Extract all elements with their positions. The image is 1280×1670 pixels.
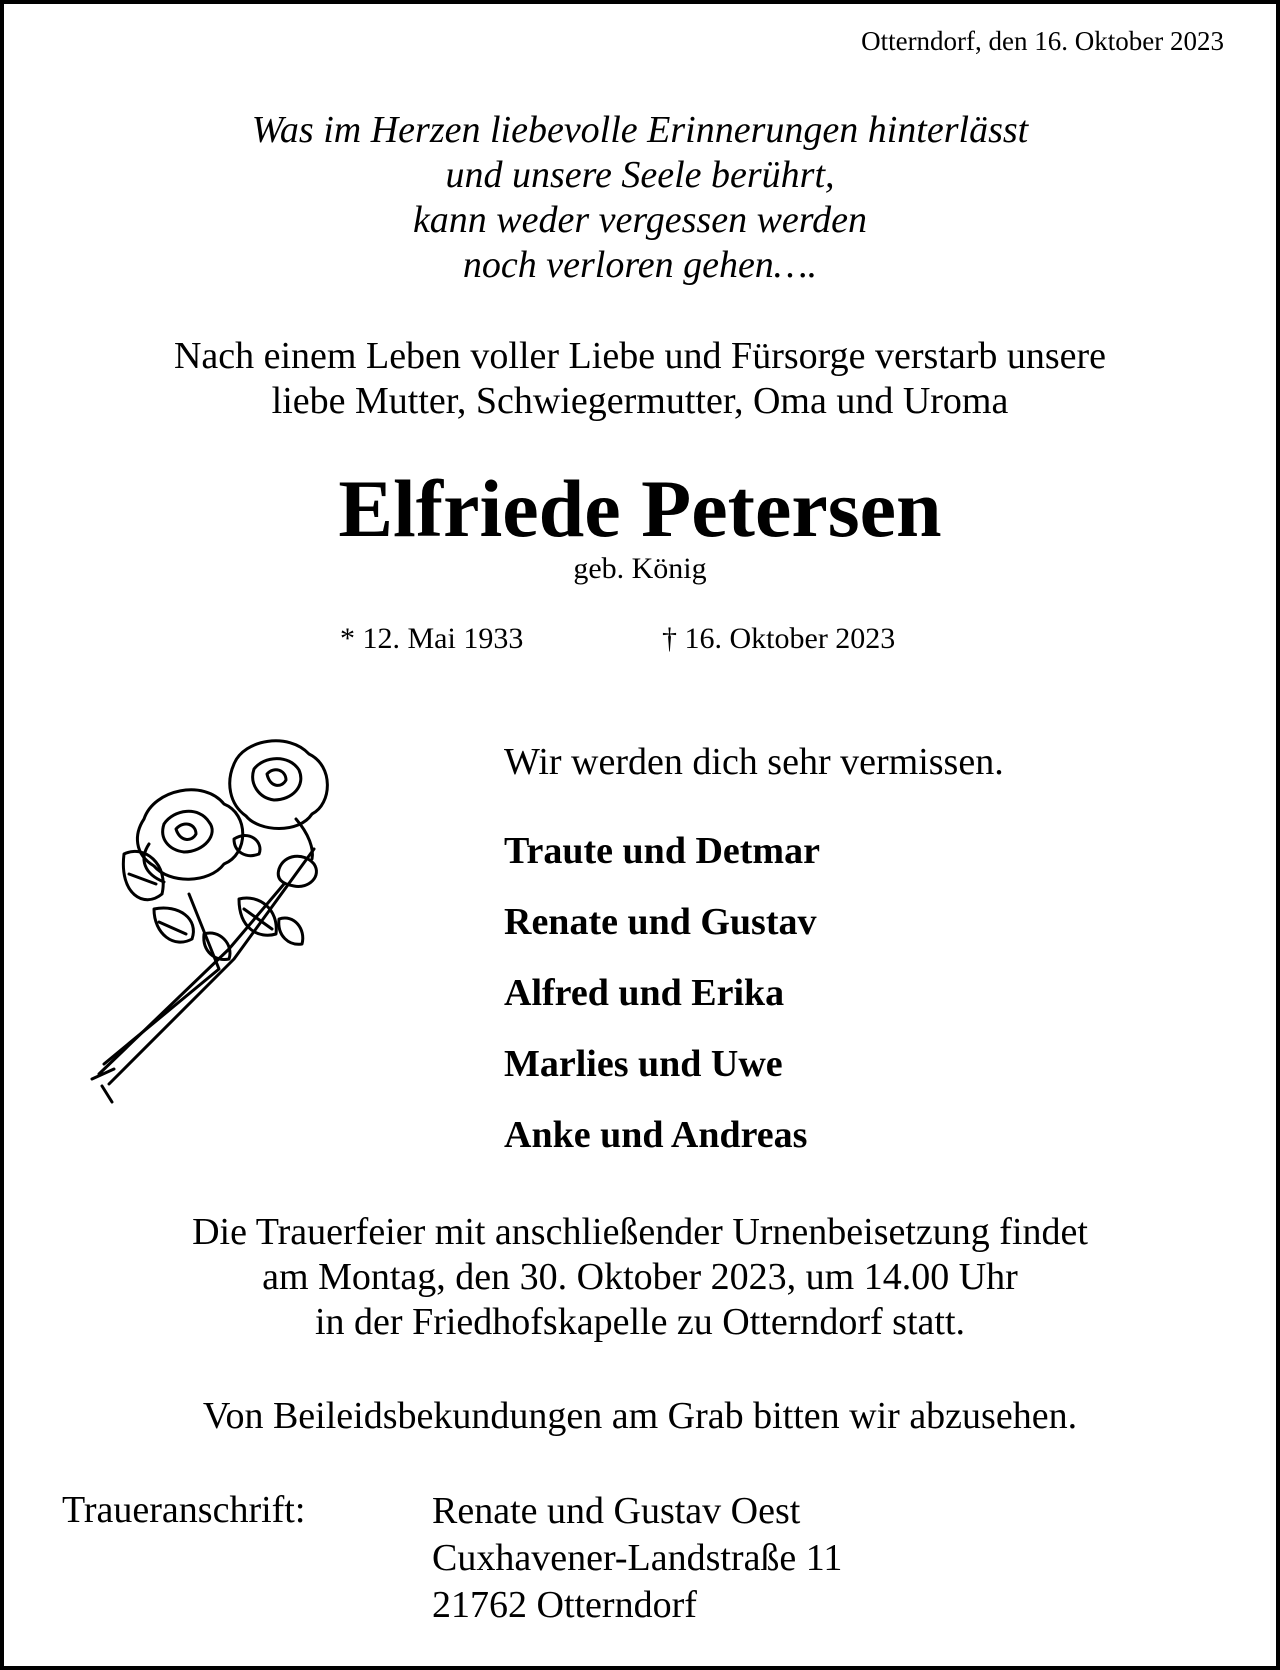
rose-icon: [84, 734, 384, 1139]
intro-line: Nach einem Leben voller Liebe und Fürsorge verstarb unsere: [173, 335, 1107, 377]
mourner-name: Traute und Detmar: [504, 830, 820, 872]
place-date: Otterndorf, den 16. Oktober 2023: [861, 26, 1224, 56]
mourner-name: Alfred und Erika: [504, 972, 785, 1014]
funeral-service-info: [4, 1210, 1276, 1345]
death-date: † 16. Oktober 2023: [662, 622, 896, 655]
address-line: Cuxhavener-Landstraße 11: [432, 1537, 843, 1579]
address-label: Traueranschrift:: [62, 1489, 306, 1531]
birth-date: * 12. Mai 1933: [340, 622, 524, 655]
poem-line: kann weder vergessen werden: [412, 199, 868, 241]
condolence-note: Von Beileidsbekundungen am Grab bitten wir abzusehen.: [202, 1395, 1078, 1437]
service-line: Die Trauerfeier mit anschließender Urnenbeisetzung findet: [192, 1211, 1088, 1253]
poem-line: noch verloren gehen….: [462, 244, 818, 286]
service-line: in der Friedhofskapelle zu Otterndorf statt.: [314, 1301, 966, 1343]
intro-text: [4, 334, 1276, 424]
poem-quote: [4, 108, 1276, 288]
birth-name: geb. König: [573, 552, 707, 585]
mourner-name: Marlies und Uwe: [504, 1043, 783, 1085]
poem-line: und unsere Seele berührt,: [445, 154, 835, 196]
address-line: 21762 Otterndorf: [432, 1584, 697, 1626]
mourner-name: Anke und Andreas: [504, 1114, 808, 1156]
farewell-message: Wir werden dich sehr vermissen.: [504, 741, 1004, 783]
intro-line: liebe Mutter, Schwiegermutter, Oma und Uroma: [271, 380, 1009, 422]
mourners-list: [504, 829, 820, 1184]
mourner-name: Renate und Gustav: [504, 901, 817, 943]
deceased-name: Elfriede Petersen: [338, 463, 942, 554]
service-line: am Montag, den 30. Oktober 2023, um 14.00 Uhr: [262, 1256, 1018, 1298]
poem-line: Was im Herzen liebevolle Erinnerungen hinterlässt: [251, 109, 1029, 151]
address-line: Renate und Gustav Oest: [432, 1490, 801, 1532]
mourning-address: [432, 1488, 842, 1629]
